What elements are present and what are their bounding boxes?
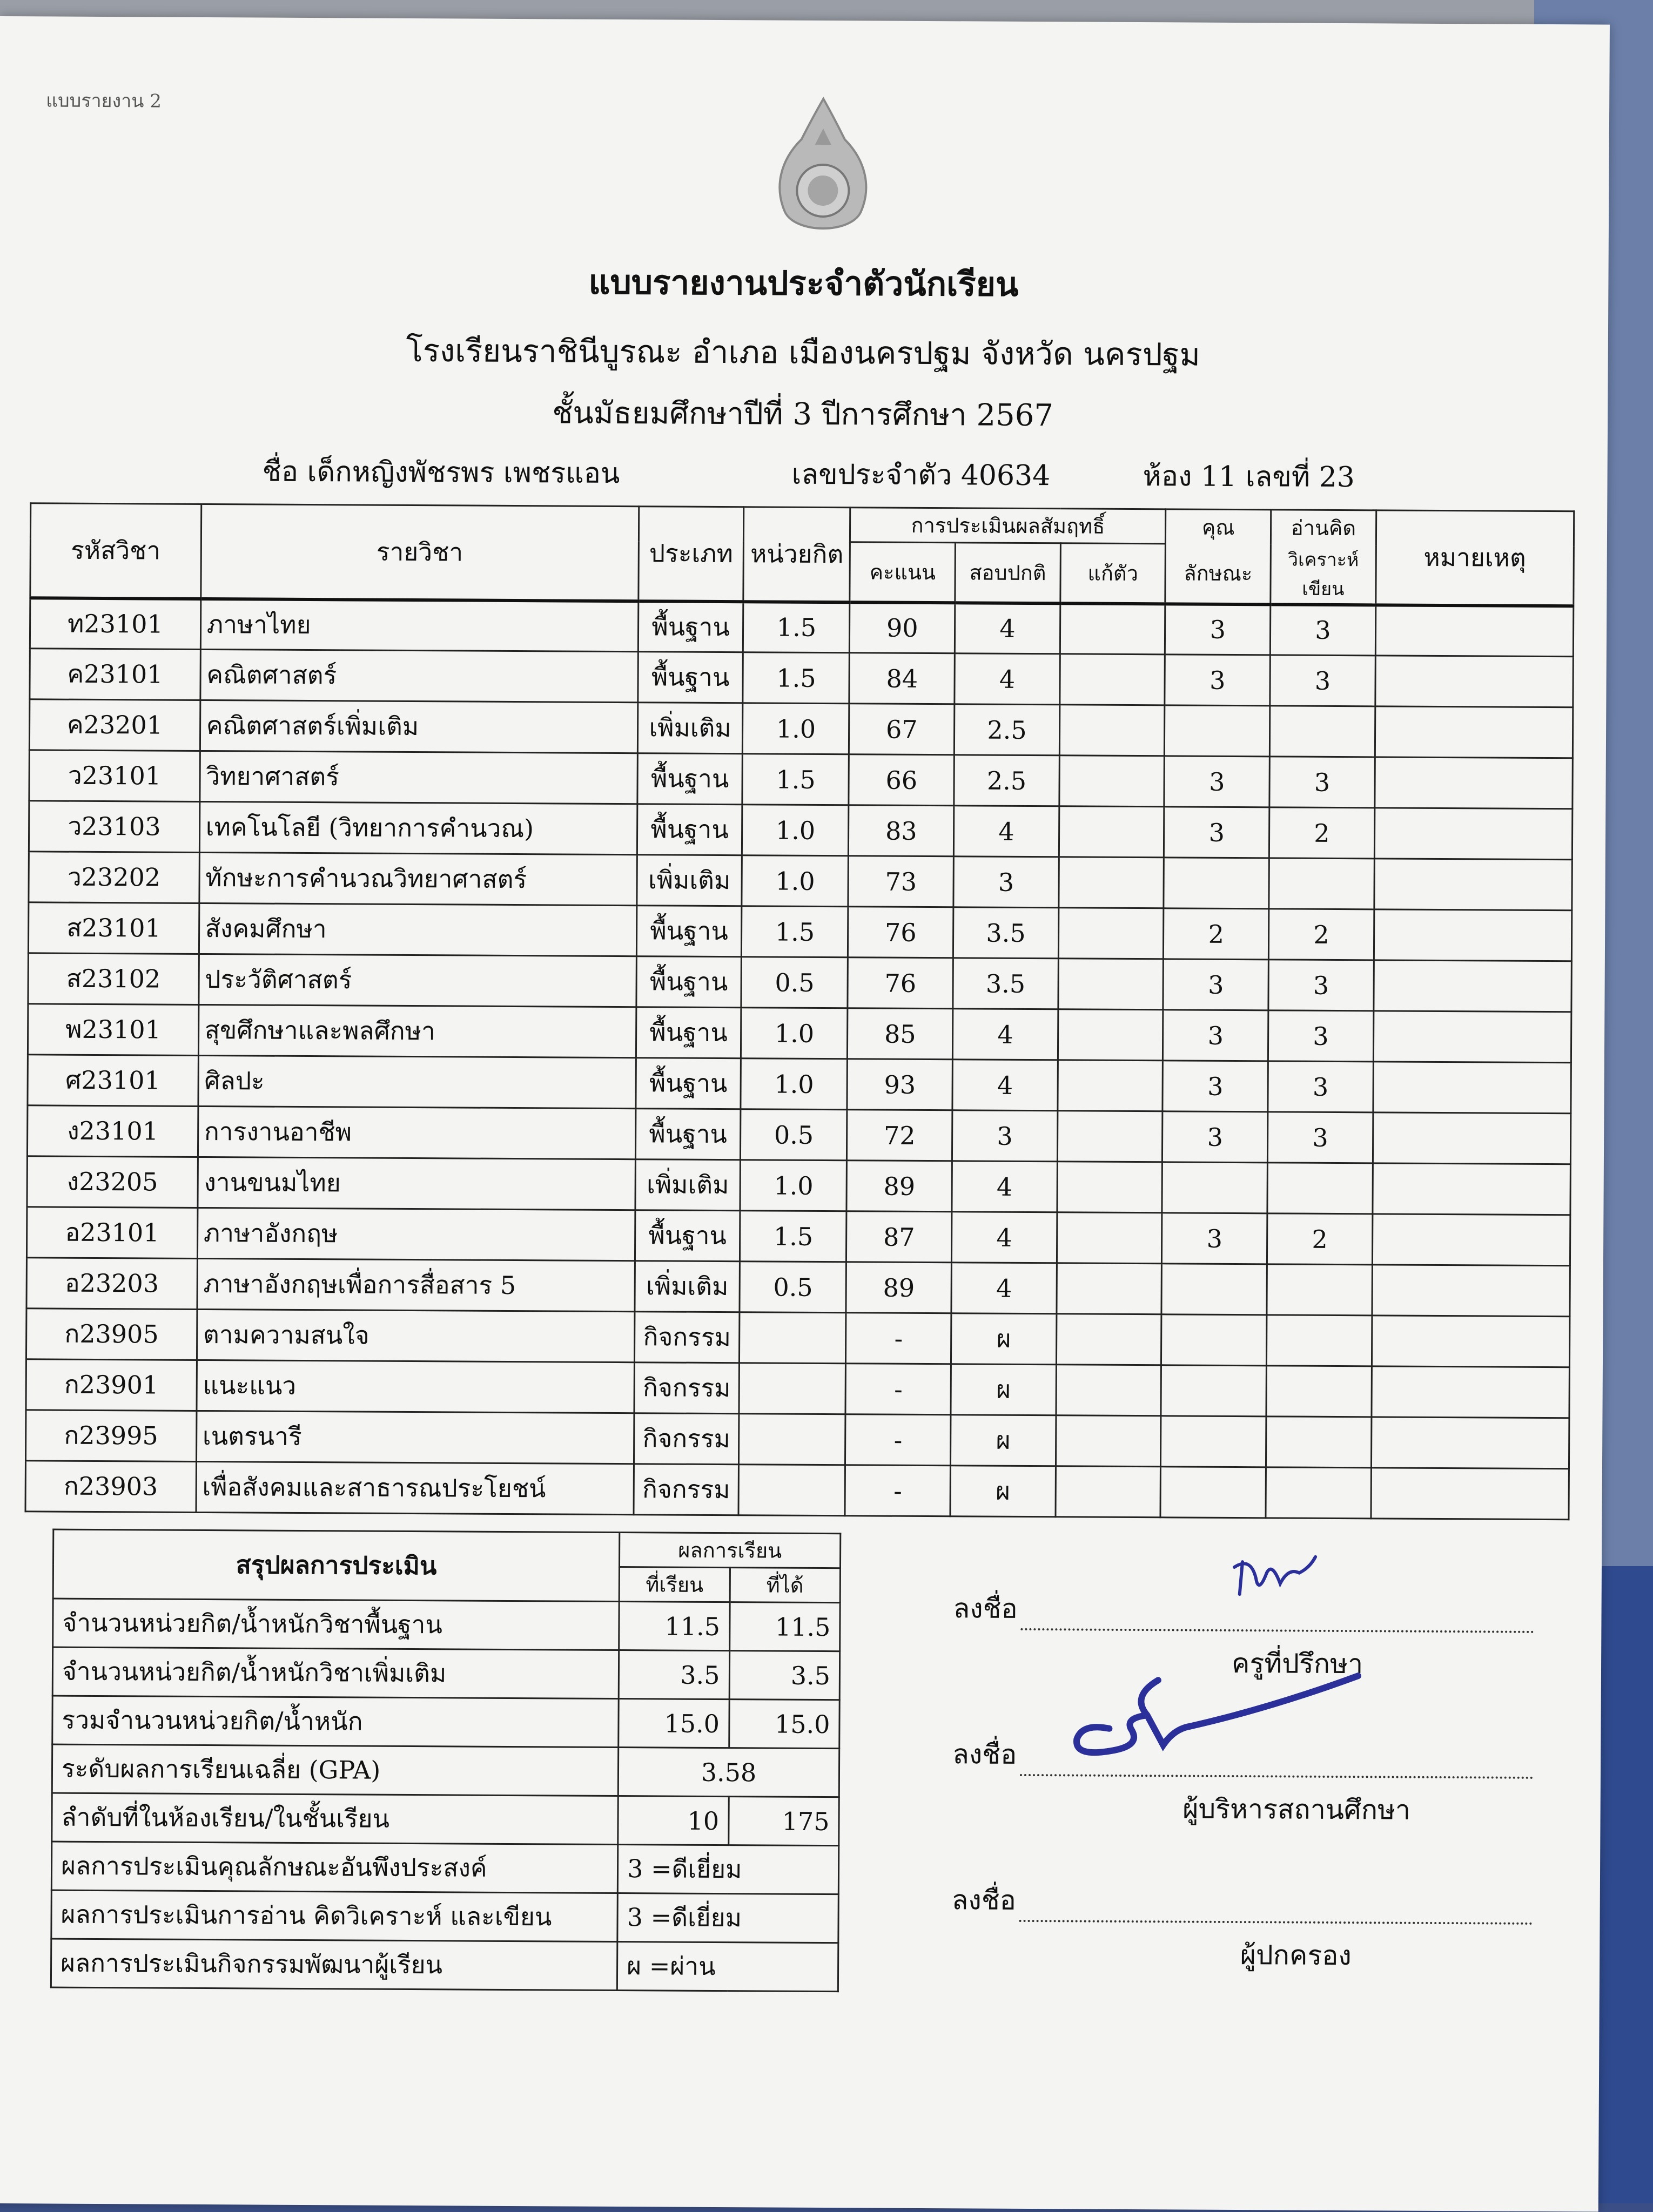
subject-character xyxy=(1161,1314,1267,1366)
subject-code: ก23903 xyxy=(25,1461,196,1513)
form-id: แบบรายงาน 2 xyxy=(46,90,162,112)
header-subject: รายวิชา xyxy=(201,504,639,601)
subject-type: พื้นฐาน xyxy=(636,906,742,957)
subject-credit: 1.0 xyxy=(740,1160,846,1211)
subject-credit: 1.0 xyxy=(742,855,848,907)
summary-value: 3.5 xyxy=(729,1651,840,1700)
character-result: 3 =ดีเยี่ยม xyxy=(617,1845,838,1894)
subject-character: 3 xyxy=(1164,807,1269,858)
subject-type: เพิ่มเติม xyxy=(635,1261,740,1312)
signature-line xyxy=(1020,1774,1533,1779)
subject-code: ว23202 xyxy=(29,852,199,903)
student-room: ห้อง 11 เลขที่ 23 xyxy=(1143,460,1355,494)
subject-code: ว23101 xyxy=(29,750,200,802)
subject-credit xyxy=(739,1414,845,1465)
subject-remark xyxy=(1373,1163,1571,1215)
subject-grade: 4 xyxy=(952,1161,1057,1212)
subject-code: ก23901 xyxy=(26,1359,197,1411)
subject-score: 85 xyxy=(848,1008,953,1060)
subject-credit: 1.5 xyxy=(740,1211,846,1262)
subject-remedial xyxy=(1058,1009,1163,1061)
summary-col-studied: ที่เรียน xyxy=(619,1567,730,1602)
summary-row-activities xyxy=(51,1939,838,1992)
subject-character: 3 xyxy=(1164,756,1269,807)
subject-row xyxy=(26,1359,1569,1418)
subject-credit: 1.5 xyxy=(742,754,849,805)
subject-score: 67 xyxy=(849,704,955,755)
subject-reading: 3 xyxy=(1268,960,1374,1011)
subject-name: ประวัติศาสตร์ xyxy=(199,954,636,1007)
summary-table xyxy=(50,1529,841,1993)
summary-col-earned: ที่ได้ xyxy=(730,1568,841,1603)
subject-row xyxy=(25,1410,1569,1469)
subject-score: 66 xyxy=(849,754,954,806)
subject-type: พื้นฐาน xyxy=(638,601,743,652)
subject-score: 83 xyxy=(849,805,954,857)
director-role: ผู้บริหารสถานศึกษา xyxy=(1182,1793,1411,1826)
subject-score: - xyxy=(845,1364,951,1415)
sign-label: ลงชื่อ xyxy=(952,1738,1017,1770)
subject-row xyxy=(27,1105,1570,1164)
school-line: โรงเรียนราชินีบูรณะ อำเภอ เมืองนครปฐม จังหวัด นครปฐม xyxy=(406,332,1201,373)
subject-remark xyxy=(1373,1112,1571,1164)
summary-label: ผลการประเมินคุณลักษณะอันพึงประสงค์ xyxy=(51,1842,618,1893)
subject-reading: 3 xyxy=(1270,655,1375,706)
subject-remedial xyxy=(1058,959,1164,1010)
summary-row-gpa xyxy=(52,1744,839,1797)
header-code: รหัสวิชา xyxy=(30,503,201,599)
subject-code: ส23101 xyxy=(28,902,199,954)
subject-grade: 2.5 xyxy=(954,704,1059,756)
subject-character xyxy=(1164,858,1269,909)
subject-remark xyxy=(1375,757,1573,809)
subject-remark xyxy=(1373,1011,1571,1063)
subject-score: 89 xyxy=(846,1262,951,1313)
subject-remark xyxy=(1371,1468,1569,1520)
subject-type: พื้นฐาน xyxy=(636,1058,741,1109)
student-id: เลขประจำตัว 40634 xyxy=(791,458,1051,493)
subject-credit xyxy=(740,1312,846,1364)
subject-row xyxy=(28,1004,1571,1063)
subject-remark xyxy=(1375,605,1574,657)
subject-grade: 3 xyxy=(952,1110,1057,1162)
summary-label: จำนวนหน่วยกิต/น้ำหนักวิชาพื้นฐาน xyxy=(53,1599,620,1650)
subject-reading xyxy=(1267,1264,1372,1316)
subject-score: 76 xyxy=(848,957,953,1009)
summary-row-character xyxy=(51,1842,838,1894)
subject-character: 3 xyxy=(1165,655,1270,706)
subject-type: กิจกรรม xyxy=(634,1464,739,1515)
subject-row xyxy=(27,1156,1570,1215)
subject-code: ก23905 xyxy=(26,1309,197,1360)
subject-row xyxy=(29,801,1572,860)
summary-row-total xyxy=(52,1696,839,1749)
subject-score: 76 xyxy=(848,907,953,958)
signature-line xyxy=(1020,1628,1534,1633)
subject-remedial xyxy=(1056,1365,1161,1416)
subject-remedial xyxy=(1058,908,1164,959)
summary-label: จำนวนหน่วยกิต/น้ำหนักวิชาเพิ่มเติม xyxy=(52,1647,619,1698)
subject-reading xyxy=(1269,706,1375,757)
gpa-value: 3.58 xyxy=(618,1748,839,1797)
subject-remedial xyxy=(1059,756,1165,807)
subject-row xyxy=(29,750,1573,809)
header-character-2: ลักษณะ xyxy=(1165,544,1271,604)
subject-credit xyxy=(739,1363,845,1414)
subject-credit: 1.5 xyxy=(743,652,849,704)
subject-grade: 3.5 xyxy=(953,958,1058,1009)
rank-class: 10 xyxy=(618,1796,729,1845)
subject-code: ง23101 xyxy=(27,1105,198,1157)
subject-grade: ผ xyxy=(951,1415,1056,1466)
subject-code: ท23101 xyxy=(30,598,200,650)
subject-remark xyxy=(1372,1316,1570,1367)
subject-credit: 1.0 xyxy=(743,703,849,754)
student-name: ชื่อ เด็กหญิงพัชรพร เพชรแอน xyxy=(262,455,620,490)
subject-name: การงานอาชีพ xyxy=(198,1106,635,1159)
subject-row xyxy=(26,1258,1570,1317)
subject-reading xyxy=(1269,858,1374,909)
subject-remedial xyxy=(1059,806,1164,858)
subject-remedial xyxy=(1057,1111,1163,1162)
subject-character xyxy=(1165,705,1270,757)
summary-value: 11.5 xyxy=(619,1602,730,1651)
subject-character: 3 xyxy=(1163,1061,1268,1112)
sign-label: ลงชื่อ xyxy=(951,1884,1016,1916)
subject-name: ภาษาไทย xyxy=(200,598,638,651)
subject-name: เนตรนารี xyxy=(196,1411,634,1464)
subject-score: 84 xyxy=(849,653,955,704)
subject-name: ตามความสนใจ xyxy=(197,1309,634,1362)
subject-remedial xyxy=(1059,705,1165,756)
header-reading: อ่านคิด xyxy=(1271,510,1376,545)
subject-code: ง23205 xyxy=(27,1156,198,1208)
sign-label: ลงชื่อ xyxy=(953,1593,1018,1624)
subject-reading: 3 xyxy=(1269,757,1375,808)
subject-reading: 3 xyxy=(1270,604,1375,656)
director-signature-mark xyxy=(1066,1663,1369,1768)
subject-type: พื้นฐาน xyxy=(636,956,742,1008)
summary-label: ผลการประเมินกิจกรรมพัฒนาผู้เรียน xyxy=(51,1939,617,1990)
subject-score: - xyxy=(845,1414,951,1466)
subject-name: คณิตศาสตร์ xyxy=(200,649,638,702)
summary-label: ลำดับที่ในห้องเรียน/ในชั้นเรียน xyxy=(52,1793,619,1844)
reading-result: 3 =ดีเยี่ยม xyxy=(617,1893,838,1943)
subject-grade: 3 xyxy=(953,857,1059,908)
subject-type: เพิ่มเติม xyxy=(637,703,743,754)
subject-type: กิจกรรม xyxy=(634,1363,740,1414)
activities-result: ผ =ผ่าน xyxy=(617,1942,838,1992)
subject-remedial xyxy=(1056,1314,1161,1365)
grades-table xyxy=(24,502,1575,1520)
rank-grade: 175 xyxy=(728,1797,839,1846)
subject-reading xyxy=(1267,1163,1373,1214)
subject-name: คณิตศาสตร์เพิ่มเติม xyxy=(200,700,637,753)
subject-score: - xyxy=(846,1313,951,1364)
subject-name: ภาษาอังกฤษ xyxy=(197,1208,635,1260)
subject-credit: 0.5 xyxy=(741,957,848,1008)
subject-reading: 3 xyxy=(1268,1010,1373,1062)
subject-credit: 1.5 xyxy=(743,602,850,653)
subject-code: พ23101 xyxy=(28,1004,198,1056)
subject-character xyxy=(1162,1162,1267,1213)
subject-code: ค23101 xyxy=(30,649,200,700)
subject-grade: 4 xyxy=(955,653,1060,705)
subject-row xyxy=(29,852,1572,911)
subject-reading: 2 xyxy=(1268,909,1374,960)
summary-label: รวมจำนวนหน่วยกิต/น้ำหนัก xyxy=(52,1696,619,1747)
subject-grade: 4 xyxy=(951,1263,1057,1314)
subject-remark xyxy=(1371,1417,1569,1469)
subject-name: เพื่อสังคมและสาธารณประโยชน์ xyxy=(196,1461,634,1514)
summary-value: 3.5 xyxy=(619,1650,729,1700)
subject-remedial xyxy=(1060,603,1165,655)
subject-remedial xyxy=(1056,1466,1161,1518)
header-assessment: การประเมินผลสัมฤทธิ์ xyxy=(850,508,1166,544)
subject-type: พื้นฐาน xyxy=(637,753,743,805)
subject-credit: 0.5 xyxy=(741,1109,847,1161)
subject-character: 3 xyxy=(1163,1010,1268,1061)
header-reading-2: วิเคราะห์เขียน xyxy=(1271,544,1376,605)
subject-row xyxy=(28,1055,1571,1114)
subject-remedial xyxy=(1057,1263,1162,1314)
subject-code: ค23201 xyxy=(29,699,200,751)
subject-remedial xyxy=(1057,1212,1162,1264)
subject-remark xyxy=(1374,859,1573,911)
subject-remedial xyxy=(1060,654,1165,705)
header-score: คะแนน xyxy=(850,542,955,603)
subject-grade: 4 xyxy=(955,603,1060,654)
subject-grade: ผ xyxy=(951,1313,1057,1365)
subject-grade: 4 xyxy=(952,1009,1058,1060)
subject-code: อ23101 xyxy=(26,1207,197,1259)
subject-type: กิจกรรม xyxy=(634,1312,740,1363)
subject-type: เพิ่มเติม xyxy=(637,855,742,906)
subject-character xyxy=(1161,1264,1267,1315)
subject-grade: ผ xyxy=(951,1364,1056,1415)
subject-credit: 1.0 xyxy=(742,805,849,856)
summary-value: 15.0 xyxy=(729,1700,839,1749)
header-type: ประเภท xyxy=(639,507,744,602)
summary-label: ระดับผลการเรียนเฉลี่ย (GPA) xyxy=(52,1744,619,1796)
summary-row-rank xyxy=(52,1793,839,1846)
subject-grade: 2.5 xyxy=(954,755,1059,806)
subject-name: สังคมศึกษา xyxy=(199,903,636,956)
subject-type: พื้นฐาน xyxy=(637,804,742,855)
signature-line xyxy=(1019,1920,1533,1925)
report-sheet xyxy=(0,16,1610,2212)
subject-character xyxy=(1161,1416,1266,1467)
subject-remedial xyxy=(1057,1162,1163,1213)
subject-remark xyxy=(1373,1062,1571,1114)
subject-credit xyxy=(738,1465,845,1516)
subject-row xyxy=(28,953,1571,1012)
subject-grade: 4 xyxy=(952,1060,1058,1111)
subject-row xyxy=(25,1461,1569,1520)
advisor-signature-mark xyxy=(1229,1546,1327,1606)
summary-value: 11.5 xyxy=(729,1602,840,1651)
subject-type: เพิ่มเติม xyxy=(635,1159,741,1211)
summary-row-basic xyxy=(53,1599,840,1651)
report-title: แบบรายงานประจำตัวนักเรียน xyxy=(588,262,1019,304)
subject-row xyxy=(30,649,1573,707)
subject-name: งานขนมไทย xyxy=(198,1157,635,1210)
subject-row xyxy=(26,1309,1569,1367)
summary-value: 15.0 xyxy=(619,1699,729,1748)
subject-credit: 1.0 xyxy=(741,1058,847,1110)
subject-row xyxy=(28,902,1571,961)
subject-score: 89 xyxy=(846,1161,952,1212)
subject-type: พื้นฐาน xyxy=(635,1210,740,1262)
header-character: คุณ xyxy=(1166,509,1271,544)
subject-remark xyxy=(1374,909,1572,961)
subject-row xyxy=(29,699,1573,758)
subject-score: 72 xyxy=(847,1110,952,1161)
parent-role: ผู้ปกครอง xyxy=(1240,1939,1352,1972)
subject-type: พื้นฐาน xyxy=(638,652,743,703)
subject-score: - xyxy=(845,1465,950,1516)
subject-remark xyxy=(1375,706,1573,758)
subject-grade: 3.5 xyxy=(953,907,1058,959)
header-credit: หน่วยกิต xyxy=(743,507,850,602)
subject-name: ศิลปะ xyxy=(198,1055,636,1108)
subject-remark xyxy=(1374,960,1572,1012)
subject-character: 3 xyxy=(1165,604,1271,655)
summary-row-reading xyxy=(51,1890,838,1943)
subject-score: 87 xyxy=(846,1211,952,1263)
summary-title: สรุปผลการประเมิน xyxy=(53,1529,620,1601)
subject-name: เทคโนโลยี (วิทยาการคำนวณ) xyxy=(199,801,637,854)
subject-character: 2 xyxy=(1164,908,1269,960)
subject-remark xyxy=(1372,1265,1570,1317)
school-emblem-icon xyxy=(769,96,877,242)
subject-code: ว23103 xyxy=(29,801,199,853)
subject-credit: 1.0 xyxy=(741,1008,848,1059)
summary-results-header: ผลการเรียน xyxy=(620,1533,841,1568)
subject-reading: 3 xyxy=(1267,1112,1373,1163)
subject-reading: 3 xyxy=(1268,1061,1373,1112)
subject-reading xyxy=(1266,1366,1372,1417)
subject-grade: ผ xyxy=(950,1466,1056,1517)
advisor-role: ครูที่ปรึกษา xyxy=(1231,1647,1363,1680)
level-line: ชั้นมัธยมศึกษาปีที่ 3 ปีการศึกษา 2567 xyxy=(552,395,1054,434)
subject-remedial xyxy=(1056,1415,1161,1467)
subject-name: สุขศึกษาและพลศึกษา xyxy=(198,1004,636,1057)
subject-reading xyxy=(1266,1467,1371,1519)
header-grade: สอบปกติ xyxy=(955,543,1060,603)
subject-grade: 4 xyxy=(953,806,1059,857)
header-remark: หมายเหตุ xyxy=(1376,510,1574,606)
subject-remark xyxy=(1374,808,1573,860)
subject-credit: 1.5 xyxy=(742,906,848,957)
subject-name: ทักษะการคำนวณวิทยาศาสตร์ xyxy=(199,852,637,905)
subject-code: ส23102 xyxy=(28,953,199,1005)
subject-character: 3 xyxy=(1163,959,1268,1010)
subject-row xyxy=(26,1207,1570,1266)
subject-type: พื้นฐาน xyxy=(635,1109,741,1160)
subject-row xyxy=(30,598,1573,657)
subject-credit: 0.5 xyxy=(740,1262,846,1313)
subject-character xyxy=(1160,1467,1266,1518)
subject-code: ศ23101 xyxy=(28,1055,198,1107)
subject-score: 90 xyxy=(850,602,955,653)
subject-reading: 2 xyxy=(1269,807,1374,859)
subject-score: 93 xyxy=(847,1059,952,1110)
subject-type: พื้นฐาน xyxy=(636,1007,741,1058)
subject-character xyxy=(1161,1365,1266,1417)
subject-score: 73 xyxy=(848,856,953,907)
subject-grade: 4 xyxy=(951,1212,1057,1263)
summary-label: ผลการประเมินการอ่าน คิดวิเคราะห์ และเขียน xyxy=(51,1890,618,1941)
subject-code: อ23203 xyxy=(26,1258,197,1310)
subject-remedial xyxy=(1059,857,1164,908)
subject-character: 3 xyxy=(1162,1213,1267,1264)
subject-remark xyxy=(1372,1214,1570,1266)
subject-name: แนะแนว xyxy=(197,1360,634,1413)
subject-character: 3 xyxy=(1163,1111,1268,1163)
subject-code: ก23995 xyxy=(25,1410,196,1462)
subject-reading: 2 xyxy=(1267,1213,1372,1265)
subject-reading xyxy=(1266,1417,1372,1468)
subject-reading xyxy=(1267,1315,1372,1366)
subject-remark xyxy=(1375,656,1574,707)
header-remedial: แก้ตัว xyxy=(1060,543,1166,604)
subject-remark xyxy=(1372,1366,1570,1418)
subject-remedial xyxy=(1058,1060,1163,1111)
subject-name: ภาษาอังกฤษเพื่อการสื่อสาร 5 xyxy=(197,1258,635,1311)
subject-type: กิจกรรม xyxy=(634,1413,739,1465)
parent-signature-block xyxy=(951,1879,1533,1978)
summary-row-extra xyxy=(52,1647,839,1700)
subject-name: วิทยาศาสตร์ xyxy=(200,751,637,804)
